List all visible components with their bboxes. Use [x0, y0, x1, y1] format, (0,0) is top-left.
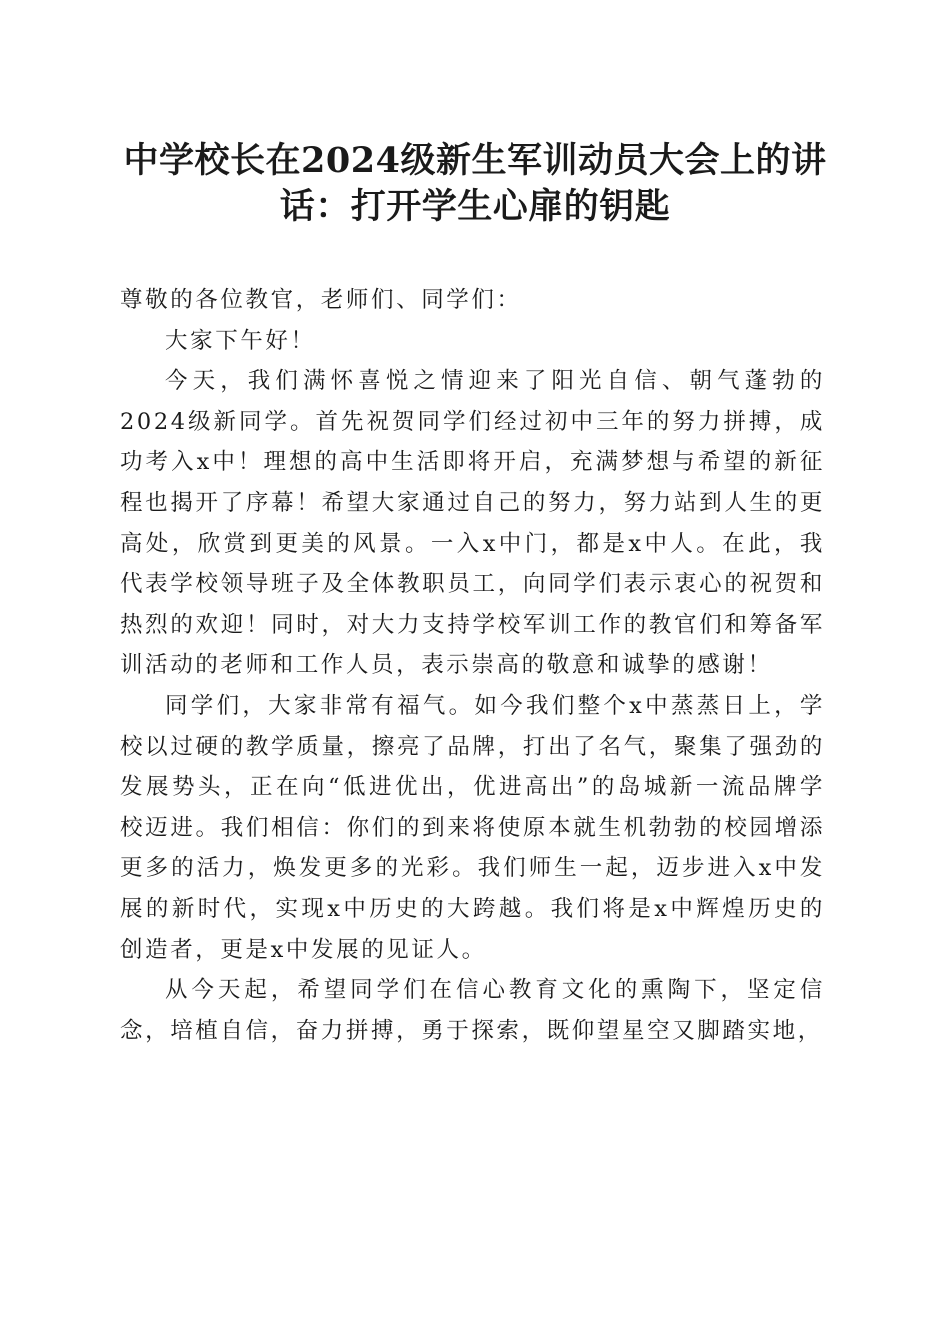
paragraph-school-development: 同学们，大家非常有福气。如今我们整个x中蒸蒸日上，学校以过硬的教学质量，擦亮了品牌，打出了名气，聚集了强劲的发展势头，正在向“低进优出，优进高出”的岛城新一流品牌学校迈进。我们相信：你们的到来将使原本就生机勃勃的校园增添更多的活力，焕发更多的光彩。我们师生一起，迈步进入x中发展的新时代，实现x中历史的大跨越。我们将是x中辉煌历史的创造者，更是x中发展的见证人。	[120, 692, 825, 963]
paragraph-expectations: 从今天起，希望同学们在信心教育文化的熏陶下，坚定信念，培植自信，奋力拼搏，勇于探索，既仰望星空又脚踏实地，	[120, 977, 825, 1044]
salutation: 尊敬的各位教官，老师们、同学们：	[120, 287, 522, 313]
document-body	[120, 280, 825, 1051]
paragraph-greeting: 大家下午好！	[165, 327, 316, 354]
document-title: 中学校长在2024级新生军训动员大会上的讲话：打开学生心扉的钥匙	[123, 140, 827, 227]
paragraph-welcome: 今天，我们满怀喜悦之情迎来了阳光自信、朝气蓬勃的2024级新同学。首先祝贺同学们经过初中三年的努力拼搏，成功考入x中！理想的高中生活即将开启，充满梦想与希望的新征程也揭开了序幕！希望大家通过自己的努力，努力站到人生的更高处，欣赏到更美的风景。一入x中门，都是x中人。在此，我代表学校领导班子及全体教职员工，向同学们表示衷心的祝贺和热烈的欢迎！同时，对大力支持学校军训工作的教官们和筹备军训活动的老师和工作人员，表示崇高的敬意和诚挚的感谢！	[120, 368, 825, 679]
